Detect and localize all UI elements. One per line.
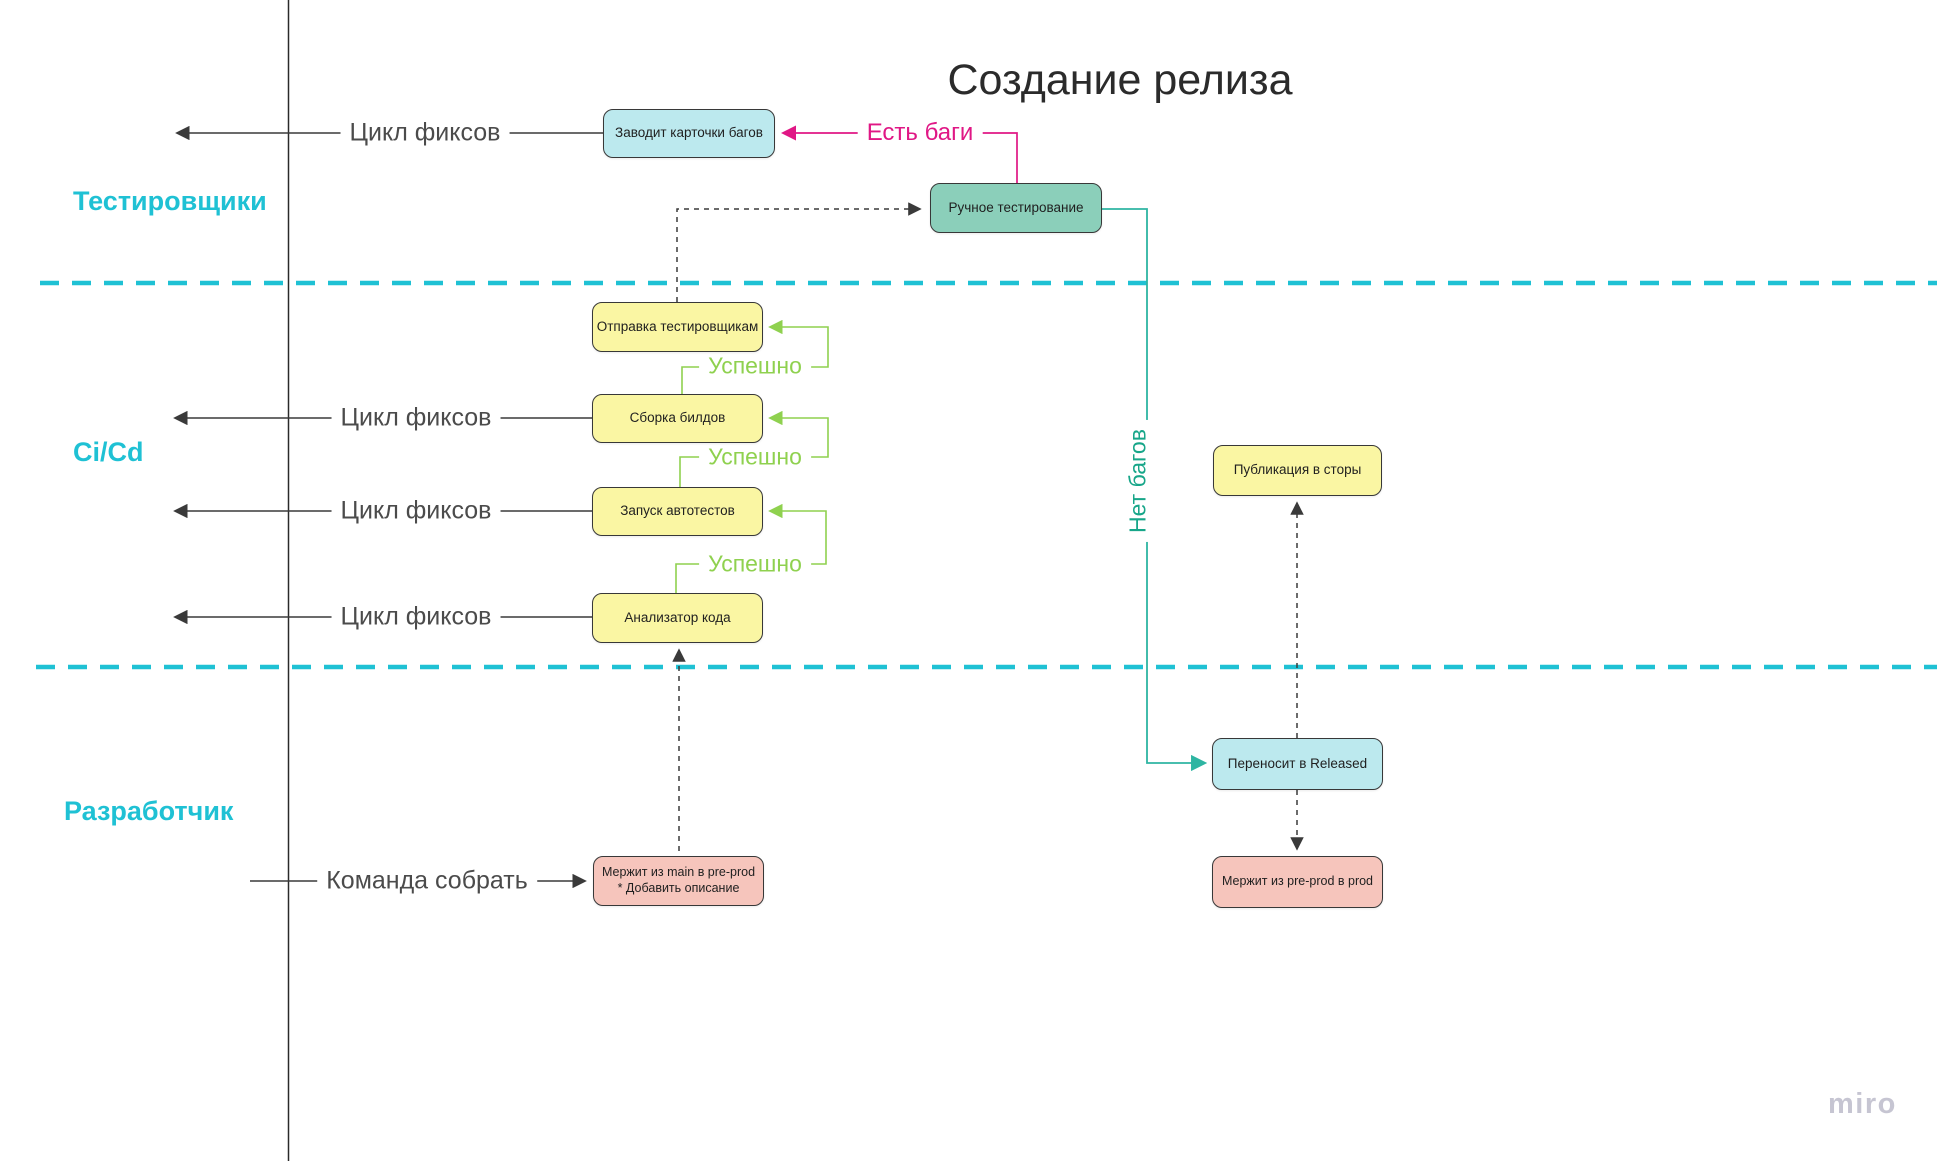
node-send-to-testers[interactable] [592, 302, 763, 352]
lane-label-testers[interactable]: Тестировщики [73, 186, 267, 216]
node-create-bug-cards-label: Заводит карточки багов [615, 125, 763, 141]
node-create-bug-cards[interactable] [603, 109, 775, 158]
node-build-builds[interactable] [592, 394, 763, 443]
edge-label-build-command[interactable]: Команда собрать [317, 867, 537, 896]
node-run-autotests[interactable] [592, 487, 763, 536]
edge-label-fix-cycle-2[interactable]: Цикл фиксов [332, 404, 501, 433]
node-merge-preprod-prod-label: Мержит из pre-prod в prod [1221, 874, 1374, 889]
edge-label-success-3[interactable]: Успешно [699, 551, 811, 578]
node-merge-preprod-prod[interactable] [1212, 856, 1383, 908]
node-publish-stores-label: Публикация в сторы [1233, 462, 1362, 478]
edge-label-no-bugs[interactable]: Нет багов [1125, 420, 1152, 542]
node-build-builds-label: Сборка билдов [629, 410, 726, 426]
node-code-analyzer[interactable] [592, 593, 763, 643]
node-send-to-testers-label: Отправка тестировщикам [596, 318, 759, 334]
lane-label-cicd[interactable]: Ci/Cd [73, 437, 144, 467]
edge-label-success-1[interactable]: Успешно [699, 353, 811, 380]
edge-no-bugs [1102, 209, 1204, 763]
node-run-autotests-label: Запуск автотестов [620, 503, 735, 519]
edge-label-has-bugs[interactable]: Есть баги [858, 119, 983, 147]
edge-send-to-manual-testing [677, 209, 919, 302]
edge-label-success-2[interactable]: Успешно [699, 444, 811, 471]
node-publish-stores[interactable] [1213, 445, 1382, 496]
lane-label-developer[interactable]: Разработчик [64, 796, 234, 826]
node-code-analyzer-label: Анализатор кода [624, 609, 731, 625]
node-manual-testing[interactable] [930, 183, 1102, 233]
edge-label-fix-cycle-1[interactable]: Цикл фиксов [341, 119, 510, 148]
node-merge-main-preprod[interactable] [593, 856, 764, 906]
node-merge-main-preprod-line1: Мержит из main в pre-prod [601, 865, 756, 880]
node-merge-main-preprod-line2: * Добавить описание [617, 881, 740, 895]
diagram-title[interactable]: Создание релиза [947, 56, 1293, 104]
edge-label-fix-cycle-3[interactable]: Цикл фиксов [332, 497, 501, 526]
edge-label-fix-cycle-4[interactable]: Цикл фиксов [332, 603, 501, 632]
miro-logo: miro [1828, 1088, 1897, 1120]
node-move-released-label: Переносит в Released [1227, 755, 1368, 771]
node-manual-testing-label: Ручное тестирование [948, 199, 1084, 215]
node-move-released[interactable] [1212, 738, 1383, 790]
